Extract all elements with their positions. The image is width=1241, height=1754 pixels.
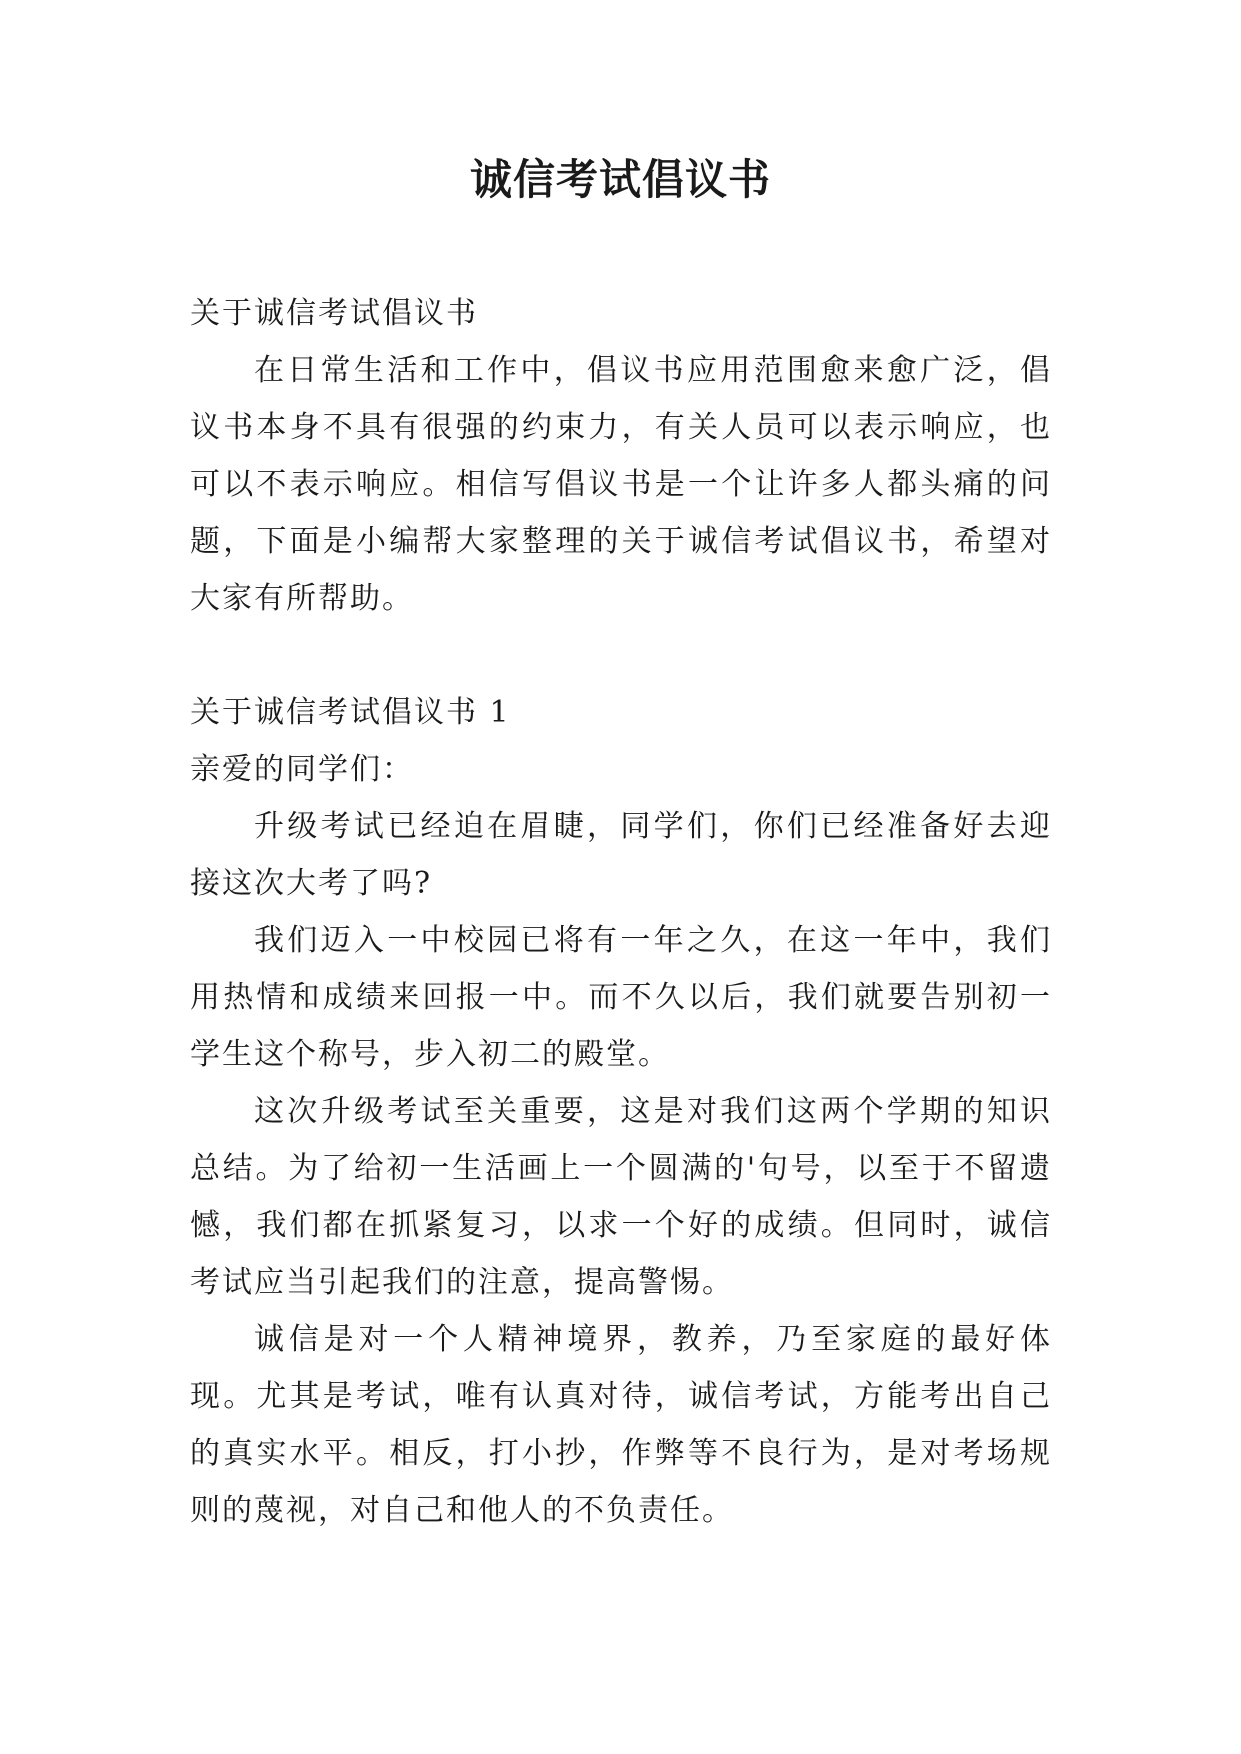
document-title: 诚信考试倡议书 <box>469 155 771 204</box>
section-spacer <box>190 627 1052 684</box>
document-body <box>190 285 1052 1539</box>
intro-heading: 关于诚信考试倡议书 <box>190 296 478 331</box>
salutation: 亲爱的同学们： <box>190 752 414 787</box>
body-paragraph: 升级考试已经迫在眉睫，同学们，你们已经准备好去迎接这次大考了吗? <box>190 809 1052 901</box>
body-paragraph: 这次升级考试至关重要，这是对我们这两个学期的知识总结。为了给初一生活画上一个圆满的'句号，以至于不留遗憾，我们都在抓紧复习，以求一个好的成绩。但同时，诚信考试应当引起我们的注意，提高警惕。 <box>190 1094 1052 1300</box>
body-paragraph: 我们迈入一中校园已将有一年之久，在这一年中，我们用热情和成绩来回报一中。而不久以后，我们就要告别初一学生这个称号，步入初二的殿堂。 <box>190 923 1052 1072</box>
body-paragraph: 诚信是对一个人精神境界，教养，乃至家庭的最好体现。尤其是考试，唯有认真对待，诚信考试，方能考出自己的真实水平。相反，打小抄，作弊等不良行为，是对考场规则的蔑视，对自己和他人的不负责任。 <box>190 1322 1052 1528</box>
intro-paragraph: 在日常生活和工作中，倡议书应用范围愈来愈广泛，倡议书本身不具有很强的约束力，有关人员可以表示响应，也可以不表示响应。相信写倡议书是一个让许多人都头痛的问题，下面是小编帮大家整理的关于诚信考试倡议书，希望对大家有所帮助。 <box>190 353 1052 616</box>
section-heading: 关于诚信考试倡议书 1 <box>190 695 511 730</box>
